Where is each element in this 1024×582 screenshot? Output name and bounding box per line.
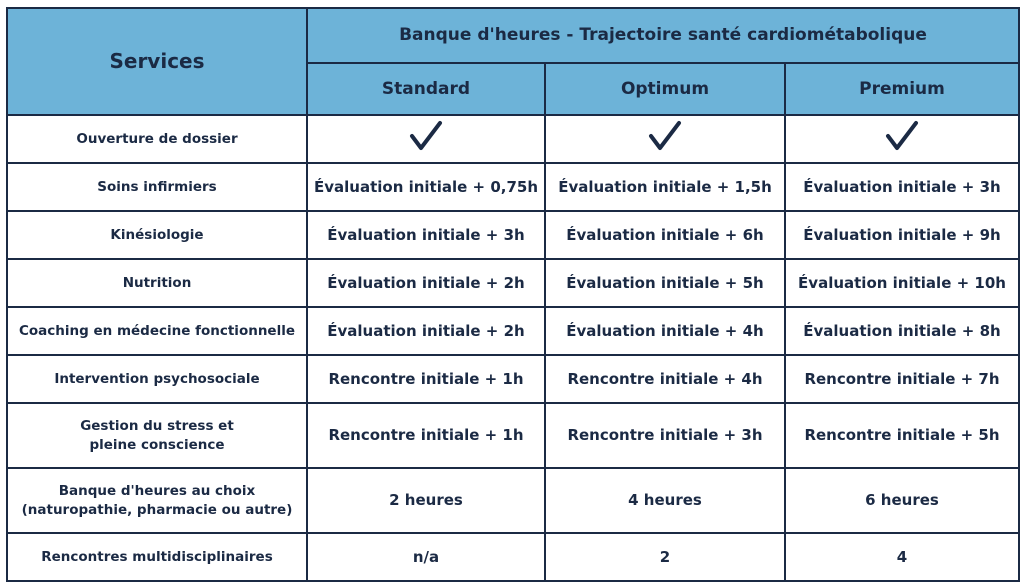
value-cell: Évaluation initiale + 3h — [785, 163, 1019, 211]
value-cell: Rencontre initiale + 3h — [545, 403, 785, 468]
service-name-line: (naturopathie, pharmacie ou autre) — [21, 501, 293, 518]
service-name: Intervention psychosociale — [7, 355, 307, 403]
value-cell: Rencontre initiale + 5h — [785, 403, 1019, 468]
value-cell: Évaluation initiale + 9h — [785, 211, 1019, 259]
check-cell — [545, 115, 785, 163]
service-name: Rencontres multidisciplinaires — [7, 533, 307, 581]
check-icon — [885, 119, 919, 153]
service-name-line: Gestion du stress et — [80, 418, 234, 435]
table-row — [7, 163, 1019, 211]
service-name-line: Banque d'heures au choix — [58, 483, 256, 500]
value-cell: Évaluation initiale + 1,5h — [545, 163, 785, 211]
value-cell: Rencontre initiale + 4h — [545, 355, 785, 403]
services-table — [6, 7, 1020, 582]
value-cell: Rencontre initiale + 7h — [785, 355, 1019, 403]
table-row — [7, 115, 1019, 163]
plan-standard: Standard — [307, 63, 545, 115]
value-cell: n/a — [307, 533, 545, 581]
value-cell: Rencontre initiale + 1h — [307, 355, 545, 403]
table-row — [7, 468, 1019, 533]
value-cell: Évaluation initiale + 6h — [545, 211, 785, 259]
value-cell: Évaluation initiale + 5h — [545, 259, 785, 307]
table-row — [7, 533, 1019, 581]
value-cell: 4 heures — [545, 468, 785, 533]
service-name: Soins infirmiers — [7, 163, 307, 211]
service-name: Ouverture de dossier — [7, 115, 307, 163]
plan-premium: Premium — [785, 63, 1019, 115]
value-cell: 2 — [545, 533, 785, 581]
value-cell: Rencontre initiale + 1h — [307, 403, 545, 468]
check-icon — [648, 119, 682, 153]
services-header: Services — [7, 8, 307, 115]
value-cell: 6 heures — [785, 468, 1019, 533]
check-cell — [785, 115, 1019, 163]
value-cell: Évaluation initiale + 3h — [307, 211, 545, 259]
service-name — [7, 403, 307, 468]
table-row — [7, 403, 1019, 468]
plan-optimum: Optimum — [545, 63, 785, 115]
table-row — [7, 355, 1019, 403]
value-cell: Évaluation initiale + 0,75h — [307, 163, 545, 211]
value-cell: Évaluation initiale + 8h — [785, 307, 1019, 355]
table-row — [7, 259, 1019, 307]
service-name: Coaching en médecine fonctionnelle — [7, 307, 307, 355]
value-cell: 2 heures — [307, 468, 545, 533]
value-cell: Évaluation initiale + 2h — [307, 307, 545, 355]
value-cell: Évaluation initiale + 4h — [545, 307, 785, 355]
value-cell: Évaluation initiale + 10h — [785, 259, 1019, 307]
service-name: Nutrition — [7, 259, 307, 307]
service-name — [7, 468, 307, 533]
service-name: Kinésiologie — [7, 211, 307, 259]
service-name-line: pleine conscience — [89, 436, 225, 453]
value-cell: Évaluation initiale + 2h — [307, 259, 545, 307]
check-icon — [409, 119, 443, 153]
table-row — [7, 307, 1019, 355]
value-cell: 4 — [785, 533, 1019, 581]
table-row — [7, 211, 1019, 259]
check-cell — [307, 115, 545, 163]
banner-title: Banque d'heures - Trajectoire santé cardiométabolique — [307, 8, 1019, 63]
